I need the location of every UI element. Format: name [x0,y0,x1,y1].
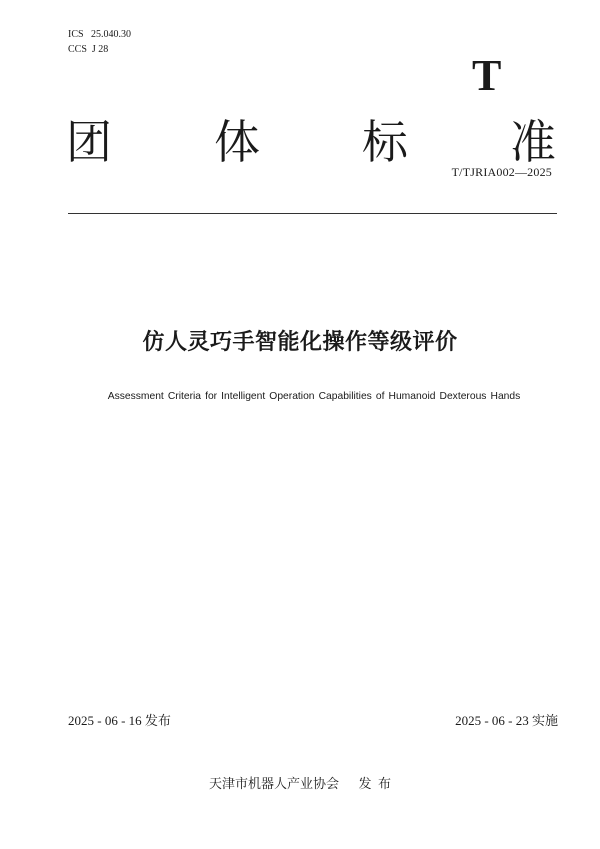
document-title-english: Assessment Criteria for Intelligent Operation Capabilities of Humanoid Dexterous Hands [107,391,521,402]
standard-type-char-4: 准 [510,115,556,169]
standard-number: T/TJRIA002—2025 [451,165,552,179]
release-date: 2025 - 06 - 16 发布 [68,713,171,728]
ccs-code: CCS J 28 [68,44,109,55]
publisher-line: 天津市机器人产业协会 发 布 [208,776,391,791]
implementation-date: 2025 - 06 - 23 实施 [455,713,558,728]
standard-type-char-1: 团 [66,115,112,169]
document-title-chinese: 仿人灵巧手智能化操作等级评价 [142,330,458,355]
header-divider [68,213,557,214]
ics-code: ICS 25.040.30 [68,29,132,40]
standard-type-heading [66,116,556,168]
standard-type-char-2: 体 [214,115,260,169]
standard-mark: T [472,51,502,100]
standard-type-char-3: 标 [362,115,408,169]
